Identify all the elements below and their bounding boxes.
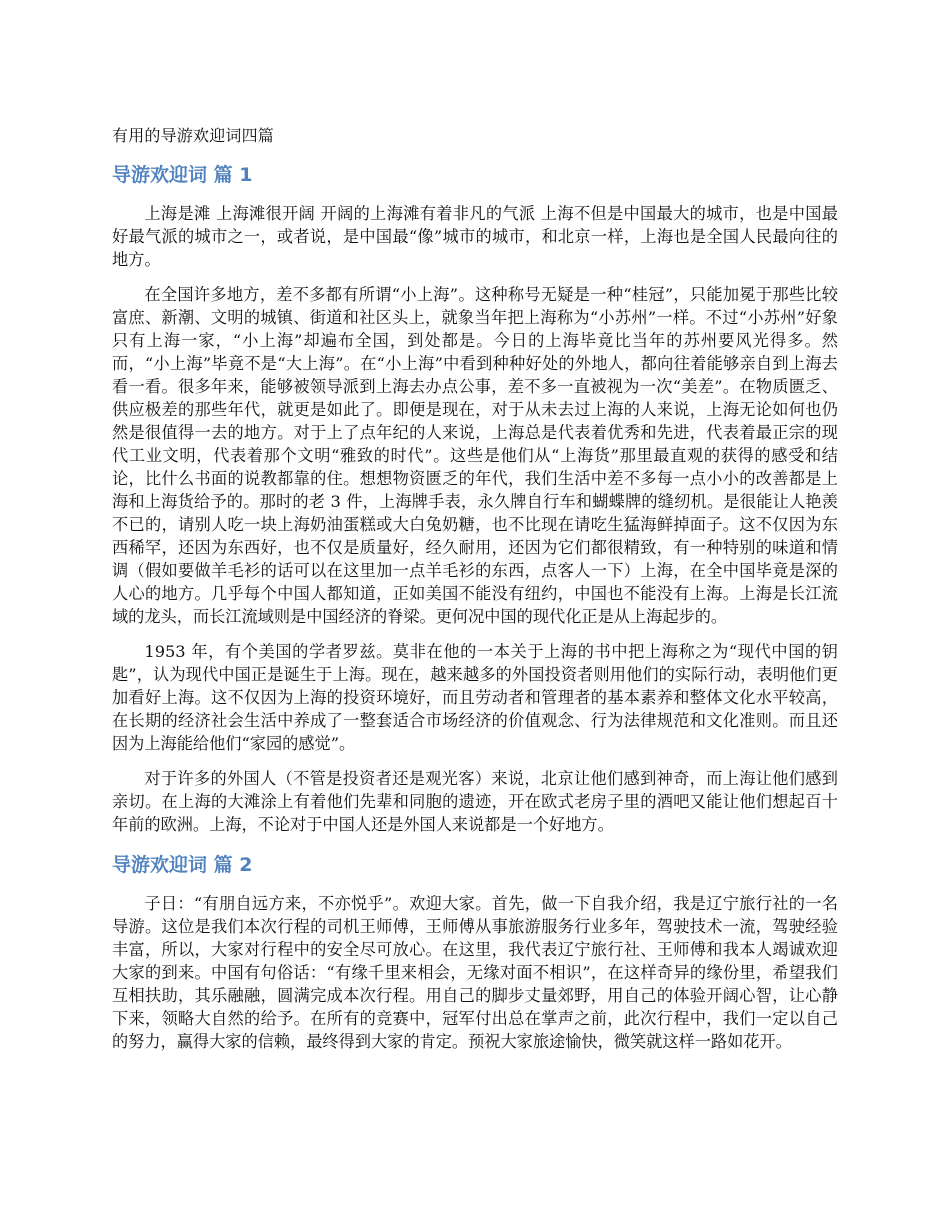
- section-1: [112, 162, 838, 836]
- document-title: 有用的导游欢迎词四篇: [112, 126, 275, 145]
- section-heading-1: 导游欢迎词 篇 1: [112, 164, 253, 186]
- paragraph: 1953 年，有个美国的学者罗兹。莫非在他的一本关于上海的书中把上海称之为“现代中国的钥匙”，认为现代中国正是诞生于上海。现在，越来越多的外国投资者则用他们的实际行动，表明他们更加看好上海。这不仅因为上海的投资环境好，而且劳动者和管理者的基本素养和整体文化水平较高，在长期的经济社会生活中养成了一整套适合市场经济的价值观念、行为法律规范和文化准则。而且还因为上海能给他们“家园的感觉”。: [112, 642, 838, 753]
- paragraph: 上海是滩 上海滩很开阔 开阔的上海滩有着非凡的气派 上海不但是中国最大的城市，也是中国最好最气派的城市之一，或者说，是中国最“像”城市的城市，和北京一样，上海也是全国人民最向往的地方。: [112, 204, 838, 269]
- section-heading-2: 导游欢迎词 篇 2: [112, 854, 253, 876]
- paragraph: 子日：“有朋自远方来，不亦悦乎”。欢迎大家。首先，做一下自我介绍，我是辽宁旅行社的一名导游。这位是我们本次行程的司机王师傅，王师傅从事旅游服务行业多年，驾驶技术一流，驾驶经验丰富，所以，大家对行程中的安全尽可放心。在这里，我代表辽宁旅行社、王师傅和我本人竭诚欢迎大家的到来。中国有句俗话：“有缘千里来相会，无缘对面不相识”，在这样奇异的缘份里，希望我们互相扶助，其乐融融，圆满完成本次行程。用自己的脚步丈量郊野，用自己的体验开阔心智，让心静下来，领略大自然的给予。在所有的竞赛中，冠军付出总在掌声之前，此次行程中，我们一定以自己的努力，赢得大家的信赖，最终得到大家的肯定。预祝大家旅途愉快，微笑就这样一路如花开。: [112, 894, 838, 1051]
- paragraph: 在全国许多地方，差不多都有所谓“小上海”。这种称号无疑是一种“桂冠”，只能加冕于那些比较富庶、新潮、文明的城镇、街道和社区头上，就象当年把上海称为“小苏州”一样。不过“小苏州”好象只有上海一家，“小上海”却遍布全国，到处都是。今日的上海毕竟比当年的苏州要风光得多。然而，“小上海”毕竟不是“大上海”。在“小上海”中看到种种好处的外地人，都向往着能够亲自到上海去看一看。很多年来，能够被领导派到上海去办点公事，差不多一直被视为一次“美差”。在物质匮乏、供应极差的那些年代，就更是如此了。即便是现在，对于从未去过上海的人来说，上海无论如何也仍然是很值得一去的地方。对于上了点年纪的人来说，上海总是代表着优秀和先进，代表着最正宗的现代工业文明，代表着那个文明“雅致的时代”。这些是他们从“上海货”那里最直观的获得的感受和结论，比什么书面的说教都靠的住。想想物资匮乏的年代，我们生活中差不多每一点小小的改善都是上海和上海货给予的。那时的老 3 件，上海牌手表，永久牌自行车和蝴蝶牌的缝纫机。是很能让人艳羡不已的，请别人吃一块上海奶油蛋糕或大白兔奶糖，也不比现在请吃生猛海鲜掉面子。这不仅因为东西稀罕，还因为东西好，也不仅是质量好，经久耐用，还因为它们都很精致，有一种特别的味道和情调（假如要做羊毛衫的话可以在这里加一点羊毛衫的东西，点客人一下）上海，在全中国毕竟是深的人心的地方。几乎每个中国人都知道，正如美国不能没有纽约，中国也不能没有上海。上海是长江流域的龙头，而长江流域则是中国经济的脊梁。更何况中国的现代化正是从上海起步的。: [112, 285, 838, 626]
- paragraph: 对于许多的外国人（不管是投资者还是观光客）来说，北京让他们感到神奇，而上海让他们感到亲切。在上海的大滩涂上有着他们先辈和同胞的遗迹，开在欧式老房子里的酒吧又能让他们想起百十年前的欧洲。上海，不论对于中国人还是外国人来说都是一个好地方。: [112, 769, 838, 834]
- section-2: [112, 852, 838, 1053]
